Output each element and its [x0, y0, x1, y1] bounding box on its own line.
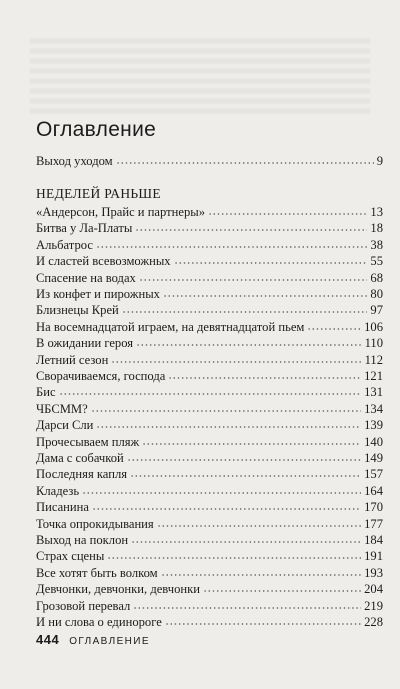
dot-leader — [96, 418, 361, 428]
toc-entry-title: Точка опрокидывания — [36, 516, 154, 531]
toc-entry-page: 18 — [370, 221, 383, 236]
dot-leader — [161, 566, 361, 576]
toc-entry-page: 140 — [364, 434, 383, 449]
dot-leader — [307, 320, 361, 330]
toc-entry-title: ЧБСММ? — [36, 401, 88, 416]
toc-entry — [36, 335, 383, 352]
toc-entry — [36, 483, 383, 500]
toc-entry-title: Все хотят быть волком — [36, 565, 158, 580]
dot-leader — [142, 435, 361, 445]
toc-entry-page: 193 — [364, 565, 383, 580]
toc-entry-page: 121 — [364, 369, 383, 383]
toc-entry — [36, 352, 383, 369]
toc-entry — [36, 614, 383, 631]
dot-leader — [139, 271, 368, 281]
toc-entry — [36, 302, 383, 319]
toc-entry-title: В ожидании героя — [36, 336, 134, 351]
toc-entry — [36, 384, 383, 401]
toc-entry — [36, 434, 383, 451]
toc-entry-page: 191 — [364, 549, 383, 564]
running-head: ОГЛАВЛЕНИЕ — [69, 636, 150, 647]
dot-leader — [82, 484, 361, 494]
dot-leader — [168, 369, 361, 379]
toc-entry-page: 228 — [364, 615, 383, 629]
dot-leader — [133, 599, 361, 609]
toc-entry-page: 164 — [364, 483, 383, 498]
toc-entry-page: 97 — [370, 303, 383, 318]
dot-leader — [91, 402, 361, 412]
toc-entry — [36, 237, 383, 254]
toc-entry-page: 55 — [370, 254, 383, 269]
toc-entry — [36, 516, 383, 533]
toc-entry-title: Спасение на водах — [36, 270, 136, 285]
dot-leader — [96, 238, 367, 248]
toc-entry-page: 149 — [364, 451, 383, 465]
toc-entry — [36, 220, 383, 237]
toc-entry-title: «Андерсон, Прайс и партнеры» — [36, 205, 206, 219]
toc-entry-page: 170 — [364, 500, 383, 515]
dot-leader — [127, 451, 361, 461]
toc-entry-title: Альбатрос — [36, 237, 93, 252]
dot-leader — [165, 615, 361, 625]
toc-entry-title: На восемнадцатой играем, на девятнадцатой пьем — [36, 319, 305, 334]
toc-entry-title: Девчонки, девчонки, девчонки — [36, 582, 201, 597]
toc-entry-title: Бис — [36, 385, 56, 400]
dot-leader — [130, 467, 361, 477]
toc-entry — [36, 532, 383, 549]
toc-entry-title: Летний сезон — [36, 352, 109, 367]
toc-entry-page: 184 — [364, 533, 383, 547]
toc-entry — [36, 270, 383, 287]
dot-leader — [135, 221, 367, 231]
toc-entry — [36, 319, 383, 336]
toc-entry-page: 131 — [364, 385, 383, 400]
toc-entry-page: 110 — [364, 336, 383, 351]
page-number: 444 — [36, 632, 60, 647]
toc-entry-page: 204 — [364, 582, 383, 597]
toc-entry-title: Писанина — [36, 500, 89, 515]
toc-entry-page: 106 — [364, 319, 383, 334]
toc-entry-title: Из конфет и пирожных — [36, 287, 160, 301]
page-title: Оглавление — [36, 118, 157, 141]
toc-entry-title: Выход уходом — [36, 154, 113, 168]
toc-entry-page: 157 — [364, 467, 383, 482]
toc-entry-page: 139 — [364, 418, 383, 433]
toc-entry — [36, 368, 383, 385]
toc-entry — [36, 417, 383, 434]
toc-entry-page: 68 — [370, 270, 383, 285]
toc-entry — [36, 581, 383, 598]
toc-entry-page: 177 — [364, 516, 383, 531]
toc-entry — [36, 466, 383, 483]
toc-entry-page: 13 — [370, 205, 383, 219]
toc-entry-page: 112 — [364, 352, 383, 367]
toc-entry-prelude — [36, 153, 383, 170]
dot-leader — [59, 385, 362, 395]
show-through-text — [30, 34, 370, 116]
dot-leader — [116, 154, 374, 164]
dot-leader — [111, 353, 361, 363]
toc-entry-title: Близнецы Крей — [36, 303, 119, 318]
toc-entry — [36, 499, 383, 516]
toc-entry — [36, 286, 383, 303]
dot-leader — [131, 533, 361, 543]
toc-entry-title: Сворачиваемся, господа — [36, 369, 166, 383]
dot-leader — [122, 303, 368, 313]
toc-entry-page: 9 — [376, 154, 383, 168]
toc-entry — [36, 401, 383, 418]
toc-entry-title: И ни слова о единороге — [36, 615, 162, 629]
toc-entry-title: Страх сцены — [36, 549, 105, 564]
toc-entry-title: Выход на поклон — [36, 533, 129, 547]
dot-leader — [136, 336, 361, 346]
toc-entry — [36, 450, 383, 467]
dot-leader — [174, 254, 368, 264]
toc-entry — [36, 565, 383, 582]
toc-entry-title: Прочесываем пляж — [36, 434, 140, 449]
dot-leader — [92, 500, 361, 510]
toc-entry-page: 219 — [364, 598, 383, 613]
dot-leader — [163, 287, 367, 297]
toc-entry — [36, 253, 383, 270]
toc-entry-title: Последняя капля — [36, 467, 128, 482]
toc-entry-title: Кладезь — [36, 483, 80, 498]
toc-entry-title: Грозовой перевал — [36, 598, 131, 613]
dot-leader — [107, 549, 361, 559]
toc-entry-title: Дарси Сли — [36, 418, 94, 433]
toc-entry-title: Дама с собачкой — [36, 451, 124, 465]
toc-entry — [36, 598, 383, 615]
dot-leader — [203, 582, 361, 592]
dot-leader — [157, 517, 361, 527]
dot-leader — [208, 205, 367, 215]
toc-entry — [36, 204, 383, 221]
toc-entry-page: 80 — [370, 287, 383, 301]
toc-entry — [36, 548, 383, 565]
page-footer — [36, 632, 150, 647]
toc-entry-title: Битва у Ла-Платы — [36, 221, 133, 236]
toc-entry-title: И сластей всевозможных — [36, 254, 171, 269]
toc-entry-page: 38 — [370, 237, 383, 252]
section-heading: НЕДЕЛЕЙ РАНЬШЕ — [36, 186, 161, 201]
toc-entry-page: 134 — [364, 401, 383, 416]
